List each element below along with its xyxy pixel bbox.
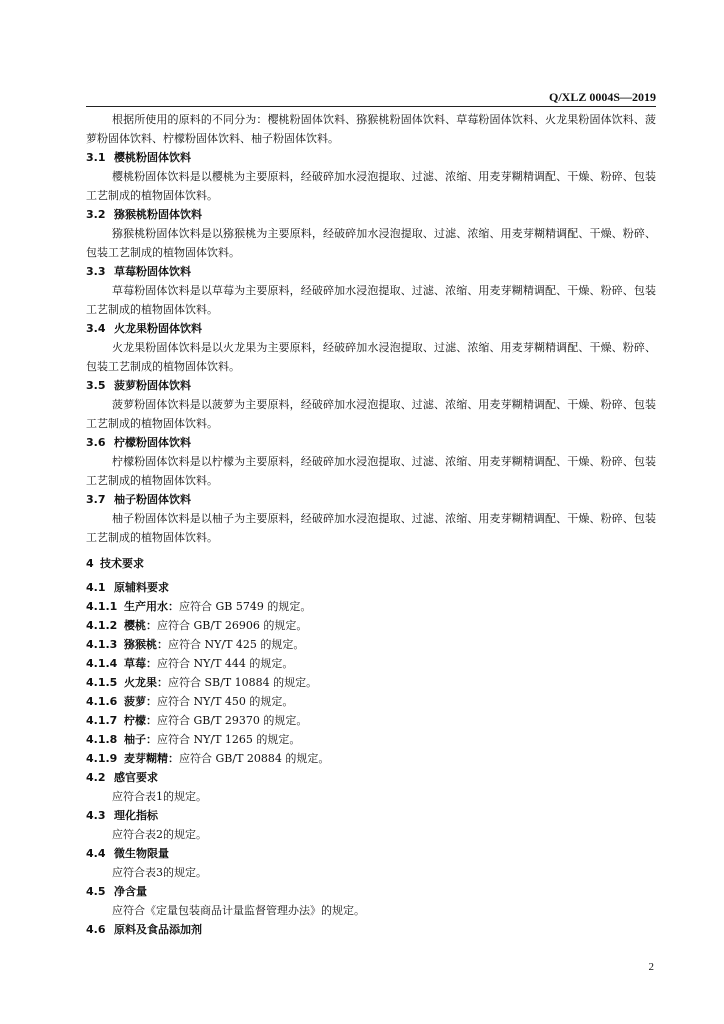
section-number: 3.4 (86, 322, 106, 335)
section-4-1-heading (86, 578, 656, 597)
section-number: 3.6 (86, 436, 106, 449)
section-text: 柚子粉固体饮料是以柚子为主要原料，经破碎加水浸泡提取、过滤、浓缩、用麦芽糊精调配、干燥、粉碎、包装工艺制成的植物固体饮料。 (86, 512, 656, 544)
category-3-4 (86, 319, 656, 376)
section-text: 草莓粉固体饮料是以草莓为主要原料，经破碎加水浸泡提取、过滤、浓缩、用麦芽糊精调配、干燥、粉碎、包装工艺制成的植物固体饮料。 (86, 284, 656, 316)
requirement-item: 4.1.2 樱桃：应符合 GB/T 26906 的规定。 (86, 619, 308, 632)
section-title: 技术要求 (100, 557, 144, 570)
section-number: 3.2 (86, 208, 106, 221)
section-title: 猕猴桃粉固体饮料 (114, 208, 202, 221)
section-number: 3.3 (86, 265, 106, 278)
section-number: 4.5 (86, 885, 106, 898)
intro-paragraph: 根据所使用的原料的不同分为：樱桃粉固体饮料、猕猴桃粉固体饮料、草莓粉固体饮料、火龙果粉固体饮料、菠萝粉固体饮料、柠檬粉固体饮料、柚子粉固体饮料。 (86, 113, 656, 145)
section-text: 应符合表3的规定。 (112, 866, 207, 879)
requirement-item: 4.1.5 火龙果：应符合 SB/T 10884 的规定。 (86, 676, 318, 689)
section-title: 理化指标 (114, 809, 158, 822)
requirement-item: 4.1.6 菠萝：应符合 NY/T 450 的规定。 (86, 695, 294, 708)
section-number: 4.6 (86, 923, 106, 936)
category-3-3 (86, 262, 656, 319)
section-title: 原料及食品添加剂 (114, 923, 202, 936)
requirement-item: 4.1.1 生产用水：应符合 GB 5749 的规定。 (86, 600, 312, 613)
section-4-6-heading (86, 920, 656, 939)
section-text: 猕猴桃粉固体饮料是以猕猴桃为主要原料，经破碎加水浸泡提取、过滤、浓缩、用麦芽糊精调配、干燥、粉碎、包装工艺制成的植物固体饮料。 (86, 227, 656, 259)
section-4-2 (86, 768, 656, 806)
section-title: 感官要求 (114, 771, 158, 784)
section-title: 火龙果粉固体饮料 (114, 322, 202, 335)
page-number: 2 (648, 961, 654, 973)
section-4-5 (86, 882, 656, 920)
section-text: 樱桃粉固体饮料是以樱桃为主要原料，经破碎加水浸泡提取、过滤、浓缩、用麦芽糊精调配、干燥、粉碎、包装工艺制成的植物固体饮料。 (86, 170, 656, 202)
section-title: 柠檬粉固体饮料 (114, 436, 191, 449)
section-title: 柚子粉固体饮料 (114, 493, 191, 506)
section-text: 火龙果粉固体饮料是以火龙果为主要原料，经破碎加水浸泡提取、过滤、浓缩、用麦芽糊精调配、干燥、粉碎、包装工艺制成的植物固体饮料。 (86, 341, 656, 373)
category-3-2 (86, 205, 656, 262)
section-4-heading (86, 554, 656, 573)
section-4-3 (86, 806, 656, 844)
section-title: 草莓粉固体饮料 (114, 265, 191, 278)
section-4-4 (86, 844, 656, 882)
category-3-1 (86, 148, 656, 205)
section-title: 净含量 (114, 885, 147, 898)
section-number: 4 (86, 557, 94, 570)
section-title: 樱桃粉固体饮料 (114, 151, 191, 164)
section-text: 菠萝粉固体饮料是以菠萝为主要原料，经破碎加水浸泡提取、过滤、浓缩、用麦芽糊精调配、干燥、粉碎、包装工艺制成的植物固体饮料。 (86, 398, 656, 430)
section-number: 4.1 (86, 581, 106, 594)
section-number: 4.3 (86, 809, 106, 822)
section-text: 应符合表2的规定。 (112, 828, 207, 841)
header-rule (86, 106, 656, 107)
section-title: 微生物限量 (114, 847, 169, 860)
document-body (86, 110, 656, 939)
section-text: 应符合表1的规定。 (112, 790, 207, 803)
section-number: 3.1 (86, 151, 106, 164)
category-3-7 (86, 490, 656, 547)
section-number: 3.5 (86, 379, 106, 392)
requirement-item: 4.1.8 柚子：应符合 NY/T 1265 的规定。 (86, 733, 301, 746)
requirement-item: 4.1.9 麦芽糊精：应符合 GB/T 20884 的规定。 (86, 752, 330, 765)
standard-code: Q/XLZ 0004S—2019 (548, 90, 656, 104)
section-number: 4.4 (86, 847, 106, 860)
requirement-item: 4.1.4 草莓：应符合 NY/T 444 的规定。 (86, 657, 294, 670)
section-number: 3.7 (86, 493, 106, 506)
section-title: 菠萝粉固体饮料 (114, 379, 191, 392)
requirement-item: 4.1.3 猕猴桃：应符合 NY/T 425 的规定。 (86, 638, 305, 651)
section-text: 柠檬粉固体饮料是以柠檬为主要原料，经破碎加水浸泡提取、过滤、浓缩、用麦芽糊精调配、干燥、粉碎、包装工艺制成的植物固体饮料。 (86, 455, 656, 487)
category-3-6 (86, 433, 656, 490)
category-3-5 (86, 376, 656, 433)
section-number: 4.2 (86, 771, 106, 784)
section-text: 应符合《定量包装商品计量监督管理办法》的规定。 (112, 904, 365, 917)
section-title: 原辅料要求 (114, 581, 169, 594)
requirement-item: 4.1.7 柠檬：应符合 GB/T 29370 的规定。 (86, 714, 308, 727)
